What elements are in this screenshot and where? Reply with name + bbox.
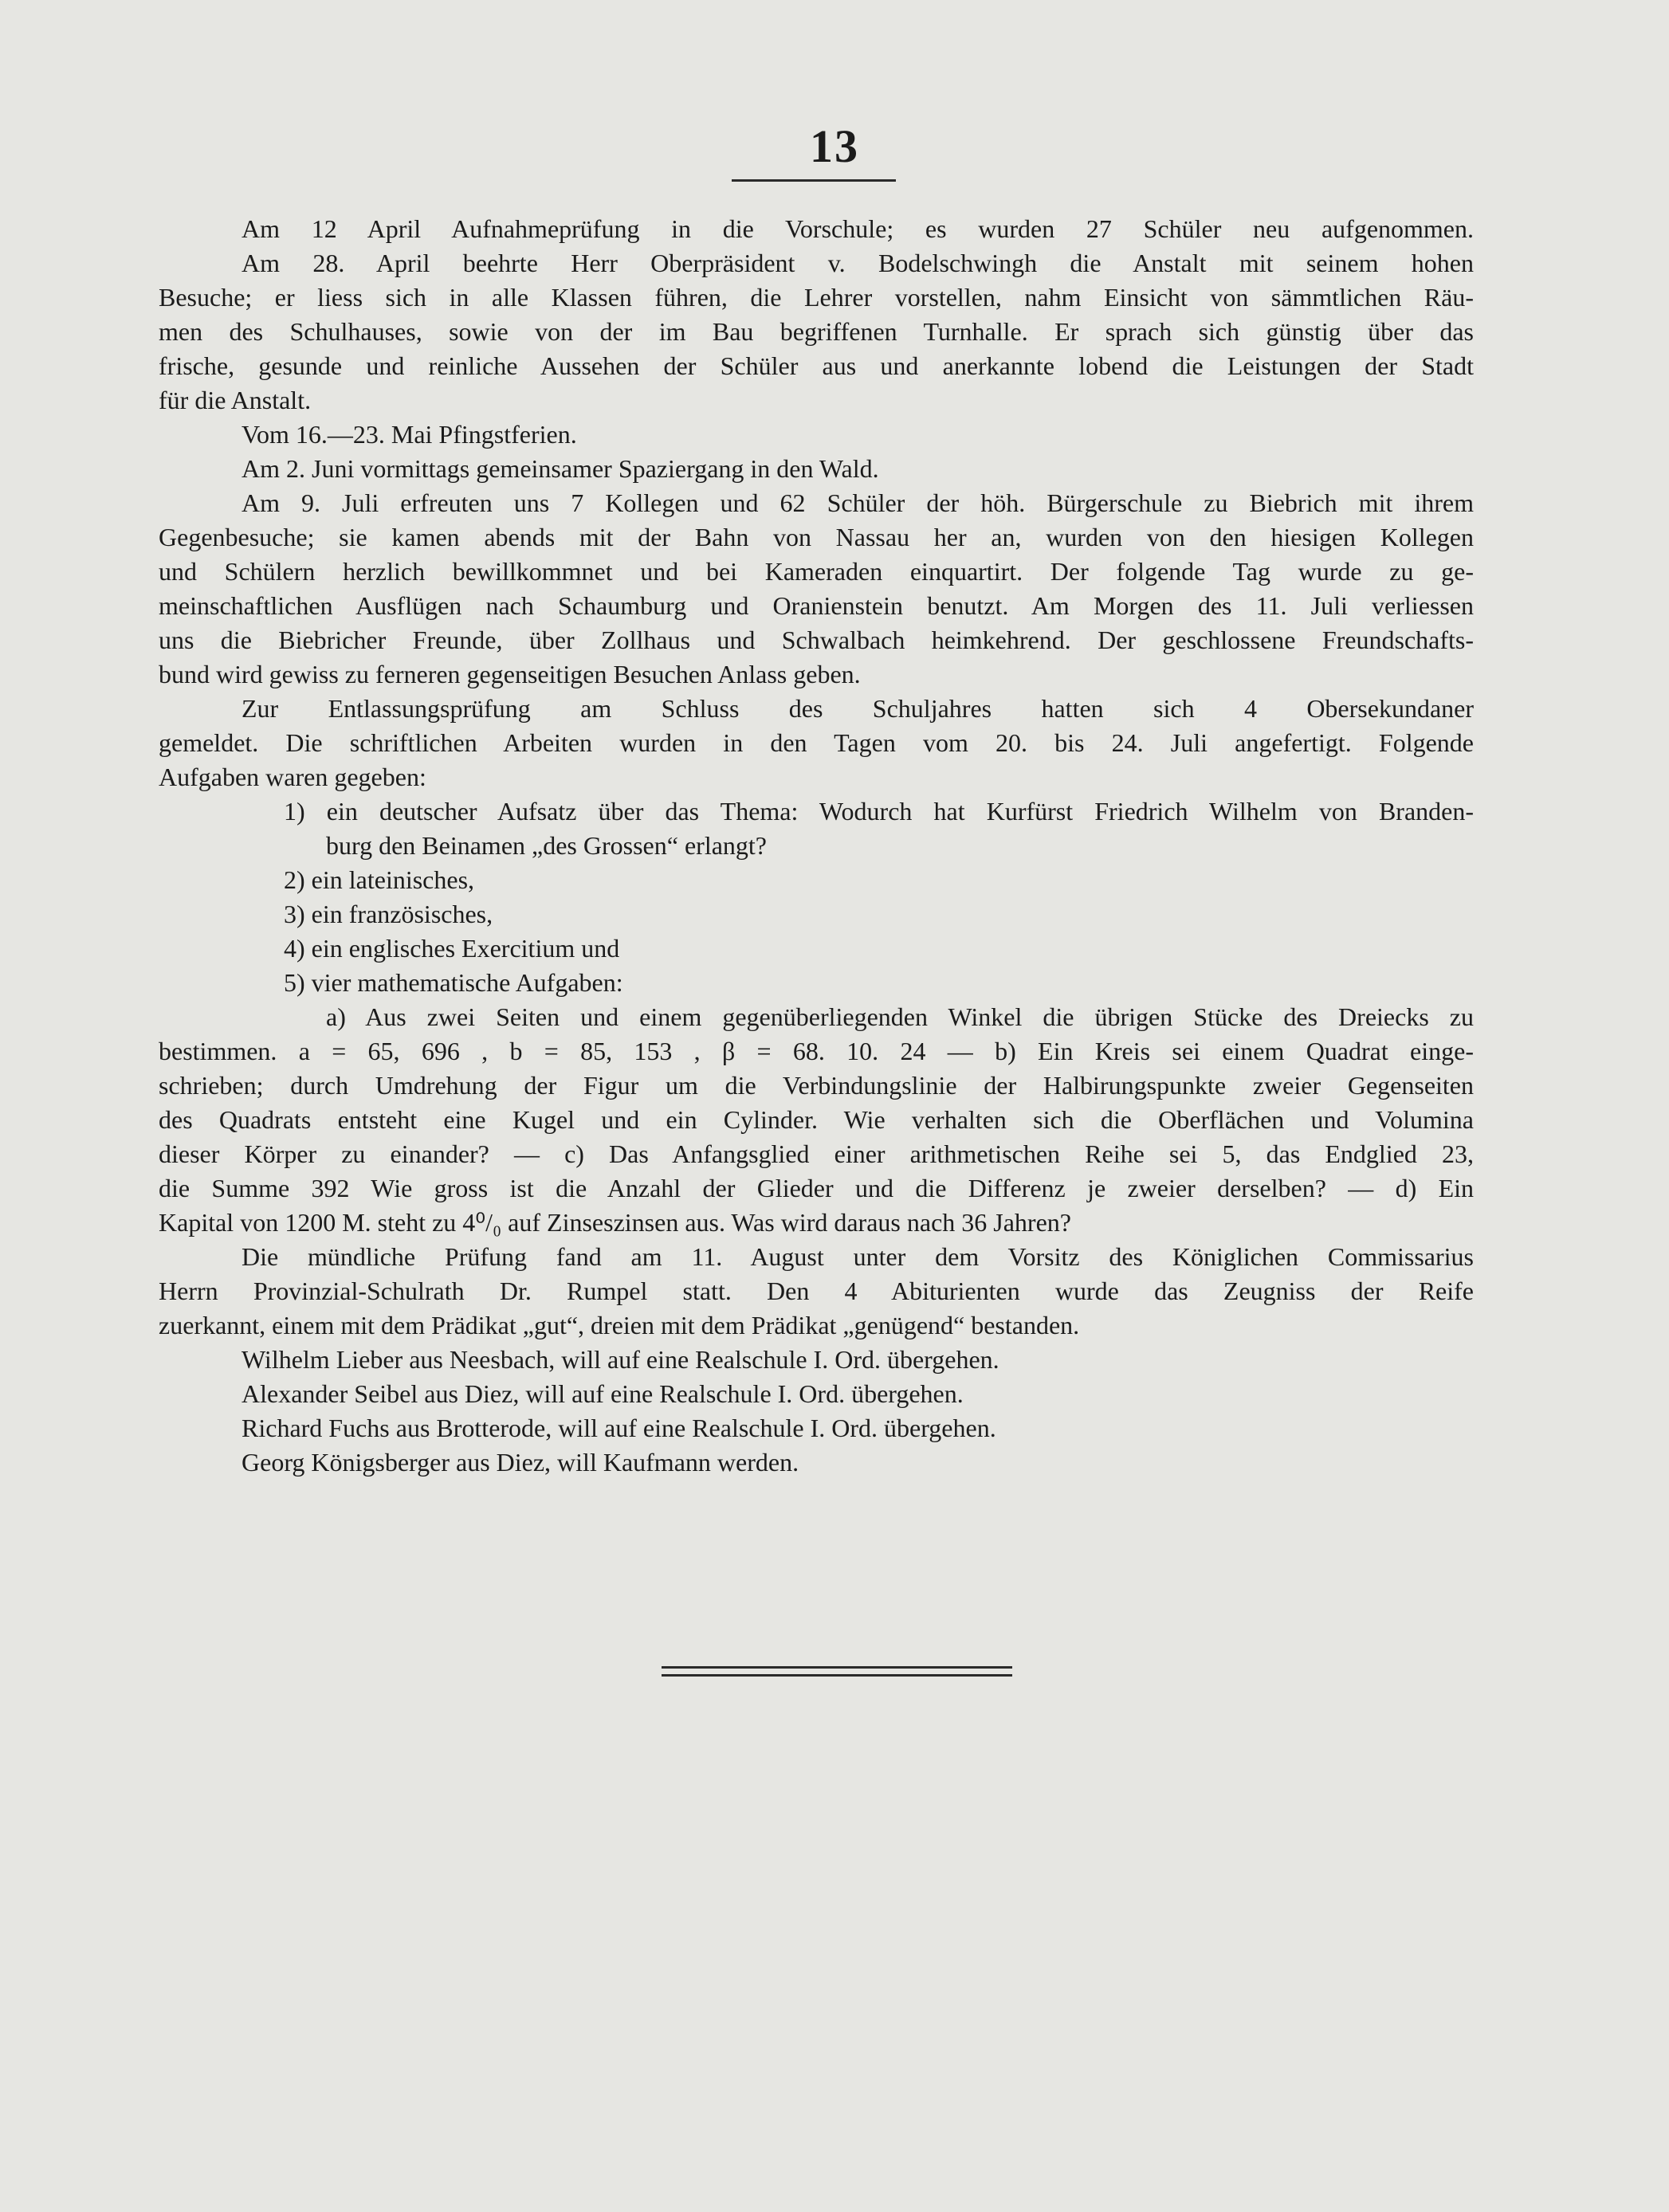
- text-line: Vom 16.—23. Mai Pfingstferien.: [242, 420, 577, 449]
- text-line: frische, gesunde und reinliche Aussehen der Schüler aus und anerkannte lobend die Leistungen der Stadt: [159, 351, 1474, 380]
- text-line: Zur Entlassungsprüfung am Schluss des Schuljahres hatten sich 4 Obersekundaner: [242, 694, 1474, 723]
- graduate-entry: Wilhelm Lieber aus Neesbach, will auf eine Realschule I. Ord. übergehen.: [242, 1345, 999, 1374]
- text-line: Die mündliche Prüfung fand am 11. August unter dem Vorsitz des Königlichen Commissarius: [242, 1242, 1474, 1271]
- text-line: Am 12 April Aufnahmeprüfung in die Vorschule; es wurden 27 Schüler neu aufgenommen.: [242, 214, 1474, 243]
- text-line: bestimmen. a = 65, 696 , b = 85, 153 , β = 68. 10. 24 — b) Ein Kreis sei einem Quadrat einge-: [159, 1037, 1474, 1065]
- text-line: und Schülern herzlich bewillkommnet und bei Kameraden einquartirt. Der folgende Tag wurde zu ge-: [159, 557, 1474, 586]
- closing-rule: [662, 1674, 1012, 1677]
- text-line: für die Anstalt.: [159, 386, 312, 414]
- closing-rule: [662, 1666, 1012, 1669]
- graduate-entry: Richard Fuchs aus Brotterode, will auf eine Realschule I. Ord. übergehen.: [242, 1414, 996, 1442]
- text-line: Am 9. Juli erfreuten uns 7 Kollegen und 62 Schüler der höh. Bürgerschule zu Biebrich mit ihrem: [242, 488, 1474, 517]
- text-line: Besuche; er liess sich in alle Klassen führen, die Lehrer vorstellen, nahm Einsicht von sämmtlichen Räu-: [159, 283, 1474, 312]
- list-item-continuation: burg den Beinamen „des Grossen“ erlangt?: [326, 831, 767, 860]
- list-item: 5) vier mathematische Aufgaben:: [284, 968, 623, 997]
- graduate-entry: Georg Königsberger aus Diez, will Kaufmann werden.: [242, 1448, 799, 1477]
- text-line: des Quadrats entsteht eine Kugel und ein Cylinder. Wie verhalten sich die Oberflächen und Volumina: [159, 1105, 1474, 1134]
- text-line: Aufgaben waren gegeben:: [159, 763, 426, 791]
- text-line: a) Aus zwei Seiten und einem gegenüberliegenden Winkel die übrigen Stücke des Dreiecks zu: [326, 1002, 1474, 1031]
- text-line: gemeldet. Die schriftlichen Arbeiten wurden in den Tagen vom 20. bis 24. Juli angefertigt. Folgende: [159, 728, 1474, 757]
- list-item: 1) ein deutscher Aufsatz über das Thema: Wodurch hat Kurfürst Friedrich Wilhelm von Branden-: [284, 797, 1474, 826]
- text-line: schrieben; durch Umdrehung der Figur um die Verbindungslinie der Halbirungspunkte zweier Gegenseiten: [159, 1071, 1474, 1100]
- text-line: die Summe 392 Wie gross ist die Anzahl der Glieder und die Differenz je zweier derselben? — d) Ein: [159, 1174, 1474, 1202]
- text-line: bund wird gewiss zu ferneren gegenseitigen Besuchen Anlass geben.: [159, 660, 861, 688]
- graduate-entry: Alexander Seibel aus Diez, will auf eine Realschule I. Ord. übergehen.: [242, 1379, 964, 1408]
- text-line: meinschaftlichen Ausflügen nach Schaumburg und Oranienstein benutzt. Am Morgen des 11. Juli verliessen: [159, 591, 1474, 620]
- text-line: Herrn Provinzial-Schulrath Dr. Rumpel statt. Den 4 Abiturienten wurde das Zeugniss der Reife: [159, 1277, 1474, 1305]
- header-rule: [732, 179, 896, 182]
- body-text: [159, 212, 1474, 1480]
- text-line: dieser Körper zu einander? — c) Das Anfangsglied einer arithmetischen Reihe sei 5, das Endglied 23,: [159, 1139, 1474, 1168]
- text-line: Am 2. Juni vormittags gemeinsamer Spaziergang in den Wald.: [242, 454, 879, 483]
- text-line: men des Schulhauses, sowie von der im Bau begriffenen Turnhalle. Er sprach sich günstig über das: [159, 317, 1474, 346]
- text-line: Kapital von 1200 M. steht zu 4⁰/₀ auf Zinseszinsen aus. Was wird daraus nach 36 Jahren?: [159, 1208, 1071, 1237]
- list-item: 2) ein lateinisches,: [284, 865, 475, 894]
- text-line: uns die Biebricher Freunde, über Zollhaus und Schwalbach heimkehrend. Der geschlossene Freundschafts-: [159, 626, 1474, 654]
- page-number: 13: [810, 120, 859, 172]
- text-line: zuerkannt, einem mit dem Prädikat „gut“, dreien mit dem Prädikat „genügend“ bestanden.: [159, 1311, 1080, 1339]
- list-item: 4) ein englisches Exercitium und: [284, 934, 620, 963]
- text-line: Gegenbesuche; sie kamen abends mit der Bahn von Nassau her an, wurden von den hiesigen Kollegen: [159, 523, 1474, 551]
- list-item: 3) ein französisches,: [284, 900, 493, 928]
- text-line: Am 28. April beehrte Herr Oberpräsident v. Bodelschwingh die Anstalt mit seinem hohen: [242, 249, 1474, 277]
